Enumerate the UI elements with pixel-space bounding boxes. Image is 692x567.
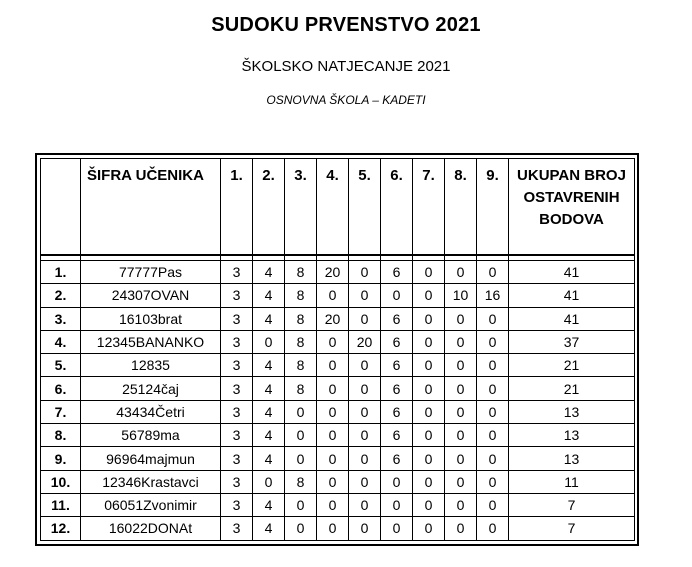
task-score-cell: 3 — [221, 284, 253, 307]
task-score-cell: 0 — [477, 400, 509, 423]
task-score-cell: 0 — [381, 517, 413, 540]
task-header: 6. — [381, 159, 413, 255]
task-score-cell: 0 — [317, 284, 349, 307]
task-score-cell: 3 — [221, 377, 253, 400]
task-score-cell: 4 — [253, 261, 285, 284]
task-score-cell: 0 — [413, 470, 445, 493]
task-score-cell: 0 — [349, 261, 381, 284]
table-row — [41, 424, 635, 447]
task-score-cell: 6 — [381, 307, 413, 330]
task-score-cell: 0 — [285, 424, 317, 447]
task-score-cell: 0 — [477, 424, 509, 447]
table-row — [41, 493, 635, 516]
task-score-cell: 0 — [253, 330, 285, 353]
task-score-cell: 0 — [445, 330, 477, 353]
task-score-cell: 0 — [413, 424, 445, 447]
rank-cell: 12. — [41, 517, 81, 540]
task-score-cell: 6 — [381, 261, 413, 284]
rank-cell: 11. — [41, 493, 81, 516]
task-header: 2. — [253, 159, 285, 255]
total-score-cell: 37 — [509, 330, 635, 353]
task-score-cell: 4 — [253, 493, 285, 516]
task-score-cell: 6 — [381, 400, 413, 423]
student-code-cell: 16022DONAt — [81, 517, 221, 540]
task-score-cell: 0 — [413, 330, 445, 353]
table-row — [41, 330, 635, 353]
task-score-cell: 0 — [413, 261, 445, 284]
task-score-cell: 8 — [285, 330, 317, 353]
task-score-cell: 6 — [381, 424, 413, 447]
total-score-cell: 13 — [509, 424, 635, 447]
task-score-cell: 0 — [317, 354, 349, 377]
task-score-cell: 8 — [285, 284, 317, 307]
task-score-cell: 6 — [381, 377, 413, 400]
task-score-cell: 3 — [221, 517, 253, 540]
rank-header — [41, 159, 81, 255]
total-score-cell: 13 — [509, 447, 635, 470]
task-header: 4. — [317, 159, 349, 255]
task-score-cell: 0 — [285, 400, 317, 423]
table-row — [41, 261, 635, 284]
task-score-cell: 0 — [349, 493, 381, 516]
task-score-cell: 0 — [349, 517, 381, 540]
task-score-cell: 0 — [445, 307, 477, 330]
task-score-cell: 0 — [317, 377, 349, 400]
rank-cell: 7. — [41, 400, 81, 423]
total-score-cell: 41 — [509, 284, 635, 307]
task-score-cell: 0 — [349, 307, 381, 330]
rank-cell: 6. — [41, 377, 81, 400]
category-label: OSNOVNA ŠKOLA – KADETI — [266, 93, 426, 107]
student-code-cell: 16103brat — [81, 307, 221, 330]
task-score-cell: 0 — [477, 330, 509, 353]
page-title: SUDOKU PRVENSTVO 2021 — [211, 14, 481, 36]
task-score-cell: 4 — [253, 517, 285, 540]
task-score-cell: 0 — [349, 470, 381, 493]
task-score-cell: 16 — [477, 284, 509, 307]
task-score-cell: 0 — [413, 307, 445, 330]
task-score-cell: 0 — [317, 517, 349, 540]
task-score-cell: 8 — [285, 307, 317, 330]
task-score-cell: 0 — [413, 517, 445, 540]
task-score-cell: 0 — [253, 470, 285, 493]
task-score-cell: 4 — [253, 424, 285, 447]
task-score-cell: 0 — [413, 493, 445, 516]
task-score-cell: 0 — [285, 493, 317, 516]
task-score-cell: 0 — [349, 424, 381, 447]
code-header: ŠIFRA UČENIKA — [81, 159, 221, 255]
student-code-cell: 12346Krastavci — [81, 470, 221, 493]
task-score-cell: 20 — [349, 330, 381, 353]
student-code-cell: 77777Pas — [81, 261, 221, 284]
task-score-cell: 6 — [381, 354, 413, 377]
task-score-cell: 8 — [285, 261, 317, 284]
task-score-cell: 0 — [349, 284, 381, 307]
total-score-cell: 21 — [509, 377, 635, 400]
total-score-cell: 7 — [509, 517, 635, 540]
task-score-cell: 0 — [317, 400, 349, 423]
task-score-cell: 3 — [221, 447, 253, 470]
task-score-cell: 8 — [285, 470, 317, 493]
task-score-cell: 0 — [381, 493, 413, 516]
task-score-cell: 6 — [381, 447, 413, 470]
task-score-cell: 0 — [317, 447, 349, 470]
task-score-cell: 4 — [253, 377, 285, 400]
task-score-cell: 0 — [317, 330, 349, 353]
total-score-cell: 21 — [509, 354, 635, 377]
table-row — [41, 400, 635, 423]
task-score-cell: 0 — [477, 261, 509, 284]
task-score-cell: 3 — [221, 424, 253, 447]
rank-cell: 4. — [41, 330, 81, 353]
task-score-cell: 3 — [221, 261, 253, 284]
task-score-cell: 3 — [221, 307, 253, 330]
task-score-cell: 3 — [221, 330, 253, 353]
task-header: 5. — [349, 159, 381, 255]
task-score-cell: 0 — [477, 493, 509, 516]
task-score-cell: 4 — [253, 284, 285, 307]
task-score-cell: 3 — [221, 493, 253, 516]
task-score-cell: 4 — [253, 354, 285, 377]
task-score-cell: 0 — [413, 284, 445, 307]
task-score-cell: 0 — [317, 424, 349, 447]
task-header: 1. — [221, 159, 253, 255]
task-score-cell: 8 — [285, 377, 317, 400]
task-score-cell: 0 — [477, 517, 509, 540]
rank-cell: 2. — [41, 284, 81, 307]
task-score-cell: 0 — [445, 517, 477, 540]
total-score-cell: 11 — [509, 470, 635, 493]
task-score-cell: 10 — [445, 284, 477, 307]
task-score-cell: 0 — [317, 493, 349, 516]
task-score-cell: 4 — [253, 447, 285, 470]
task-score-cell: 0 — [317, 470, 349, 493]
table-header-row — [41, 159, 635, 255]
student-code-cell: 43434Četri — [81, 400, 221, 423]
task-score-cell: 4 — [253, 400, 285, 423]
task-header: 7. — [413, 159, 445, 255]
task-header: 8. — [445, 159, 477, 255]
task-score-cell: 0 — [381, 284, 413, 307]
total-score-cell: 13 — [509, 400, 635, 423]
results-table — [40, 158, 635, 541]
rank-cell: 8. — [41, 424, 81, 447]
table-row — [41, 377, 635, 400]
task-score-cell: 0 — [445, 354, 477, 377]
rank-cell: 5. — [41, 354, 81, 377]
task-score-cell: 0 — [445, 400, 477, 423]
task-score-cell: 20 — [317, 261, 349, 284]
task-score-cell: 0 — [477, 307, 509, 330]
table-row — [41, 517, 635, 540]
task-header: 9. — [477, 159, 509, 255]
task-score-cell: 8 — [285, 354, 317, 377]
task-score-cell: 0 — [413, 447, 445, 470]
total-score-cell: 7 — [509, 493, 635, 516]
task-score-cell: 0 — [445, 261, 477, 284]
task-score-cell: 0 — [349, 354, 381, 377]
task-score-cell: 0 — [285, 447, 317, 470]
student-code-cell: 25124čaj — [81, 377, 221, 400]
task-score-cell: 0 — [349, 447, 381, 470]
student-code-cell: 56789ma — [81, 424, 221, 447]
table-row — [41, 284, 635, 307]
task-score-cell: 0 — [413, 377, 445, 400]
rank-cell: 1. — [41, 261, 81, 284]
task-score-cell: 3 — [221, 470, 253, 493]
task-score-cell: 3 — [221, 400, 253, 423]
student-code-cell: 96964majmun — [81, 447, 221, 470]
competition-subtitle: ŠKOLSKO NATJECANJE 2021 — [241, 58, 451, 75]
task-header: 3. — [285, 159, 317, 255]
total-header: UKUPAN BROJ OSTAVRENIH BODOVA — [509, 159, 635, 255]
rank-cell: 9. — [41, 447, 81, 470]
student-code-cell: 12345BANANKO — [81, 330, 221, 353]
student-code-cell: 06051Zvonimir — [81, 493, 221, 516]
task-score-cell: 0 — [445, 377, 477, 400]
student-code-cell: 12835 — [81, 354, 221, 377]
task-score-cell: 0 — [445, 470, 477, 493]
table-row — [41, 307, 635, 330]
task-score-cell: 0 — [445, 447, 477, 470]
table-row — [41, 354, 635, 377]
task-score-cell: 0 — [413, 400, 445, 423]
task-score-cell: 3 — [221, 354, 253, 377]
rank-cell: 3. — [41, 307, 81, 330]
task-score-cell: 0 — [349, 400, 381, 423]
task-score-cell: 0 — [445, 493, 477, 516]
task-score-cell: 0 — [285, 517, 317, 540]
task-score-cell: 0 — [477, 470, 509, 493]
table-row — [41, 447, 635, 470]
task-score-cell: 0 — [477, 377, 509, 400]
task-score-cell: 0 — [477, 447, 509, 470]
task-score-cell: 0 — [445, 424, 477, 447]
table-row — [41, 470, 635, 493]
task-score-cell: 20 — [317, 307, 349, 330]
rank-cell: 10. — [41, 470, 81, 493]
task-score-cell: 0 — [413, 354, 445, 377]
total-score-cell: 41 — [509, 307, 635, 330]
task-score-cell: 4 — [253, 307, 285, 330]
results-table-frame — [35, 153, 639, 546]
total-score-cell: 41 — [509, 261, 635, 284]
task-score-cell: 6 — [381, 330, 413, 353]
task-score-cell: 0 — [349, 377, 381, 400]
student-code-cell: 24307OVAN — [81, 284, 221, 307]
task-score-cell: 0 — [477, 354, 509, 377]
task-score-cell: 0 — [381, 470, 413, 493]
